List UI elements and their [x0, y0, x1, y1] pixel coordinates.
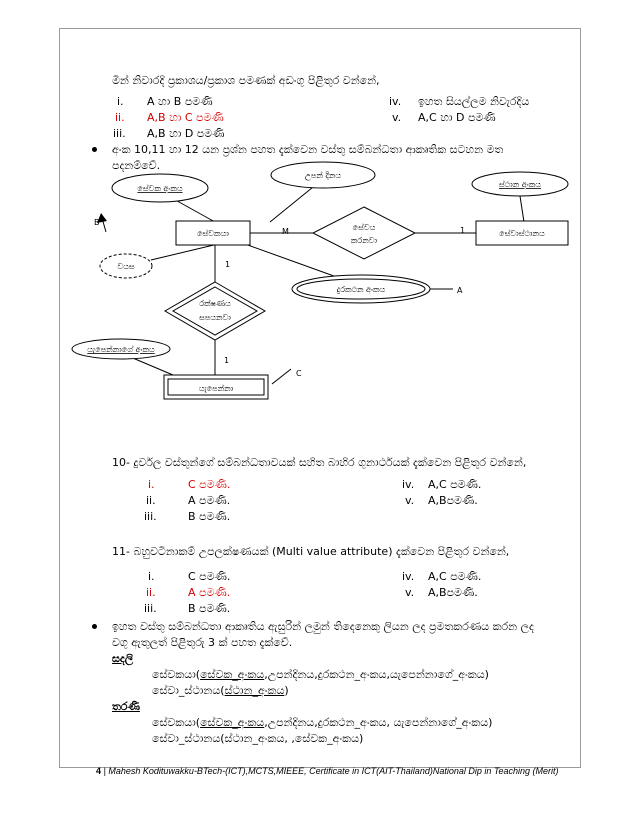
- q10-opt5-num: v.: [405, 494, 415, 507]
- q10-opt4: A,C පමණි.: [428, 478, 482, 491]
- marker-a: A: [457, 286, 463, 295]
- q11-opt1-num: i.: [148, 570, 155, 583]
- q9-opt4-num: iv.: [389, 95, 402, 108]
- entity-employee-label: සේවකයා: [197, 229, 229, 238]
- q11-opt5-num: v.: [405, 586, 415, 599]
- q12-line2: වගු ඇතුලත් පිළිතුරු 3 ක් පහත දැක්වේ.: [112, 636, 293, 649]
- q9-opt3-num: iii.: [113, 127, 126, 140]
- answer-b-row1: සේවකයා(සේවක_අංකය,උපන්දිනය,දුරකථන_අංකය, යැපෙන්නාගේ_අංකය): [152, 716, 493, 729]
- relationship-works: [313, 207, 415, 259]
- intro-line1: අංක 10,11 හා 12 යන ප්‍රශ්න පහත දැක්වෙන වස්තු සම්බන්ධතා ආකෘතික සටහන මත: [112, 143, 504, 156]
- card-one-emp: 1: [225, 260, 231, 269]
- q10-opt1-answer: C පමණි.: [188, 478, 231, 491]
- q9-opt3: A,B හා D පමණි: [147, 127, 225, 140]
- answer-a-label: සදලි: [112, 652, 134, 665]
- q10-opt2-num: ii.: [146, 494, 156, 507]
- q10-opt3-num: iii.: [144, 510, 157, 523]
- q11-opt3-num: iii.: [144, 602, 157, 615]
- er-line-phone: [245, 244, 345, 280]
- card-one-dep: 1: [224, 356, 230, 365]
- identifying-rel-inner: [173, 287, 257, 335]
- relationship-works-label2: කරනවා: [350, 236, 378, 245]
- answer-b-row2: සේවා_ස්ථානය(ස්ථාන_අංකය, ,සේවක_අංකය): [152, 732, 364, 745]
- answer-a-row2: සේවා_ස්ථානය(ස්ථාන_අංකය): [152, 684, 289, 697]
- q11-opt2-num: ii.: [146, 586, 156, 599]
- q11-opt2-answer: A පමණි.: [188, 586, 231, 599]
- q12-line1: ඉහත වස්තු සම්බන්ධතා ආකෘතිය ඇසුරින් ලමුන් තිදෙනෙකු ලියන ලද ප්‍රමතකරණය කරන ලද: [112, 620, 534, 633]
- q11-opt4: A,C පමණි.: [428, 570, 482, 583]
- q10-opt5: A,Bපමණි.: [428, 494, 478, 507]
- marker-c: C: [296, 369, 302, 378]
- q9-opt2-answer: A,B හා C පමණි: [147, 111, 224, 124]
- q9-stem: මින් නිවාරදි ප්‍රකාශය/ප්‍රකාශ පමණක් අඩංගු පිළිතුර වන්නේ,: [112, 74, 380, 87]
- footer: [96, 766, 559, 776]
- page-number: 4: [96, 766, 102, 776]
- card-one-workplace: 1: [460, 226, 466, 235]
- q10-opt1-num: i.: [148, 478, 155, 491]
- attr-place-no-label: ස්ථාන අංකය: [498, 180, 542, 189]
- card-m: M: [282, 227, 289, 236]
- pointer-c: [272, 369, 291, 384]
- q9-opt1: A හා B පමණි: [147, 95, 213, 108]
- er-line-date: [270, 183, 318, 222]
- q11-opt5: A,Bපමණි.: [428, 586, 478, 599]
- intro-line2: පදනම්වේ.: [112, 159, 161, 172]
- bullet: [92, 624, 97, 629]
- q10-opt3: B පමණි.: [188, 510, 231, 523]
- q9-opt4: ඉහත සියල්ලම නිවැරදිය: [418, 95, 530, 108]
- answer-b-label: තරණි: [112, 700, 140, 713]
- attr-dep-no-label: යැපෙන්නාගේ අංකය: [87, 345, 155, 354]
- q9-opt1-num: i.: [117, 95, 124, 108]
- q9-opt2-num: ii.: [115, 111, 125, 124]
- footer-separator: |: [103, 766, 106, 776]
- attr-age-label: වයස: [117, 262, 135, 271]
- footer-author: Mahesh Kodituwakku-BTech-(ICT),MCTS,MIEEE, Certificate in ICT(AIT-Thailand)National Dip in Teaching (Merit): [108, 766, 559, 776]
- q10-opt2: A පමණි.: [188, 494, 231, 507]
- q9-opt5: A,C හා D පමණි: [418, 111, 496, 124]
- entity-workplace-label: සේවාස්ථානය: [499, 229, 545, 238]
- q9-opt5-num: v.: [392, 111, 402, 124]
- attr-phone-label: දුරකථන අංකය: [336, 285, 386, 294]
- identifying-rel-label2: සපයනවා: [199, 313, 231, 322]
- q11-opt3: B පමණි.: [188, 602, 231, 615]
- weak-entity-dependent-label: යැපෙන්නා: [198, 384, 234, 393]
- q10-opt4-num: iv.: [402, 478, 415, 491]
- identifying-rel-label1: රක්ෂණය: [199, 299, 231, 308]
- q10-stem: 10- දුර්වල වස්තුන්ගේ සම්බන්ධතාවයක් සහිත බාහිර ගුනාර්ථයක් දැක්වෙන පිළිතුර වන්නේ,: [112, 456, 527, 469]
- relationship-works-label1: සේවය: [352, 223, 376, 232]
- answer-a-row1: සේවකයා(සේවක_අංකය,උපන්දිනය,දුරකථන_අංකය,යැපෙන්නාගේ_අංකය): [152, 668, 489, 681]
- attr-emp-no-label: සේවක අංකය: [137, 184, 183, 193]
- q11-opt1: C පමණි.: [188, 570, 231, 583]
- q11-opt4-num: iv.: [402, 570, 415, 583]
- q11-stem: 11- බහුවටිනාකම් උපලක්ෂණයක් (Multi value attribute) දැක්වෙන පිළිතුර වන්නේ,: [112, 545, 510, 558]
- er-line-placeno: [520, 196, 524, 222]
- er-line-age: [151, 244, 218, 260]
- marker-b: B: [94, 218, 100, 227]
- attr-date-label: උපන් දිනය: [304, 171, 342, 180]
